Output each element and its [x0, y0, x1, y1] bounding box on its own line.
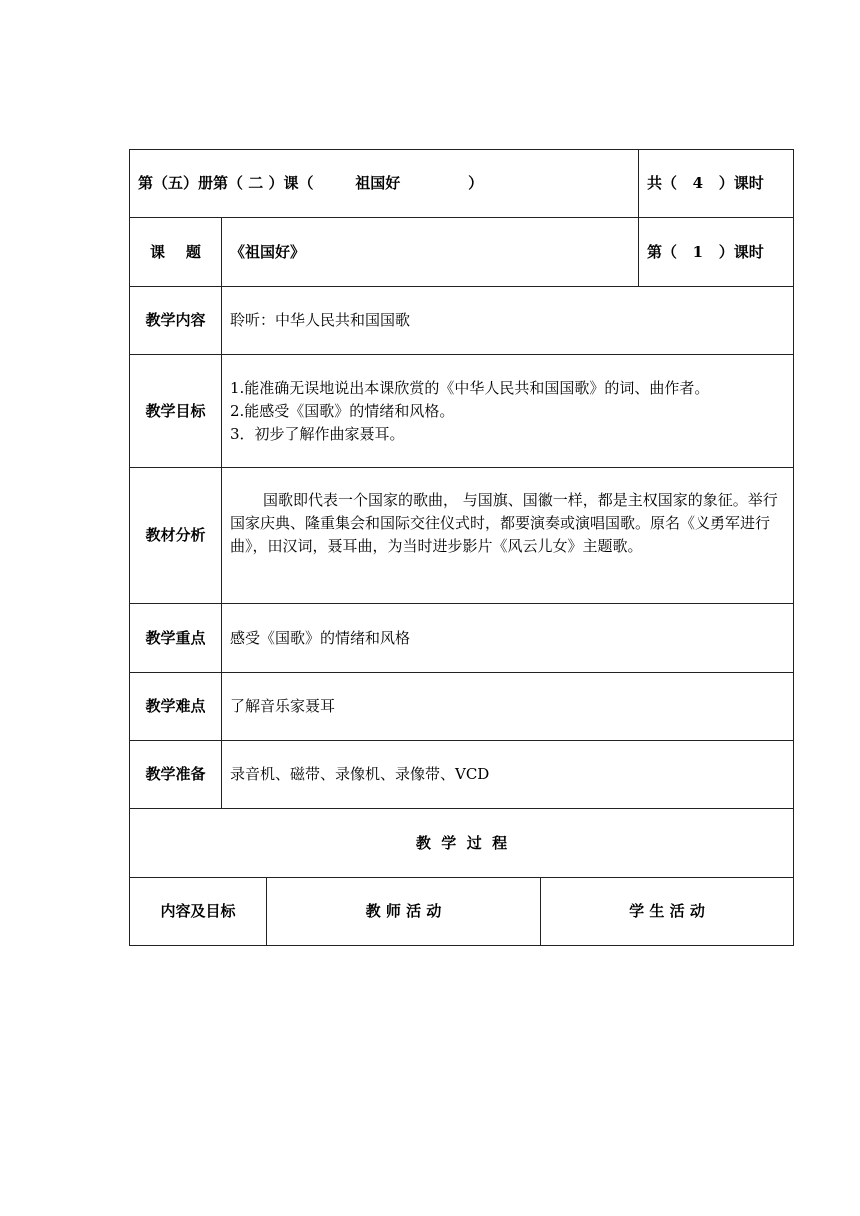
- process-col-student: 学 生 活 动: [629, 902, 705, 920]
- analysis-text: 国歌即代表一个国家的歌曲， 与国旗、国徽一样，都是主权国家的象征。举行国家庆典、隆重集会和国际交往仪式时，都要演奏或演唱国歌。原名《义勇军进行曲》，田汉词，聂耳曲，为当时进步影片《风云儿女》主题歌。: [230, 491, 778, 555]
- total-hours: 共（ 4 ）课时: [647, 174, 764, 192]
- process-col-teacher: 教 师 活 动: [365, 902, 442, 920]
- col-divider: [638, 149, 639, 286]
- preparation-value: 录音机、磁带、录像机、录像带、VCD: [230, 765, 490, 783]
- lesson-hour: 第（ 1 ）课时: [647, 242, 764, 261]
- process-title: 教 学 过 程: [415, 833, 508, 852]
- difficulty-value: 了解音乐家聂耳: [230, 697, 336, 715]
- process-col-content: 内容及目标: [160, 902, 236, 920]
- analysis-label: 教材分析: [145, 526, 206, 544]
- goal-item: 1.能准确无误地说出本课欣赏的《中华人民共和国国歌》的词、曲作者。: [230, 379, 710, 397]
- key-point-label: 教学重点: [145, 628, 206, 647]
- row-divider: [129, 354, 794, 355]
- content-label: 教学内容: [145, 311, 206, 329]
- col-divider: [221, 217, 222, 808]
- goal-item: 2.能感受《国歌》的情绪和风格。: [230, 402, 455, 420]
- preparation-label: 教学准备: [145, 765, 206, 783]
- goal-item: 3．初步了解作曲家聂耳。: [230, 425, 405, 443]
- volume-lesson-header: 第（五）册第（ 二 ）课（ 祖国好 ）: [138, 174, 484, 192]
- goals-label: 教学目标: [145, 401, 206, 420]
- key-point-value: 感受《国歌》的情绪和风格: [230, 628, 411, 647]
- topic-label: 课 题: [150, 242, 201, 261]
- goals-list: [230, 377, 790, 457]
- row-divider: [129, 467, 794, 468]
- difficulty-label: 教学难点: [145, 697, 206, 715]
- topic-value: 《祖国好》: [230, 242, 306, 261]
- content-value: 聆听：中华人民共和国国歌: [230, 311, 411, 329]
